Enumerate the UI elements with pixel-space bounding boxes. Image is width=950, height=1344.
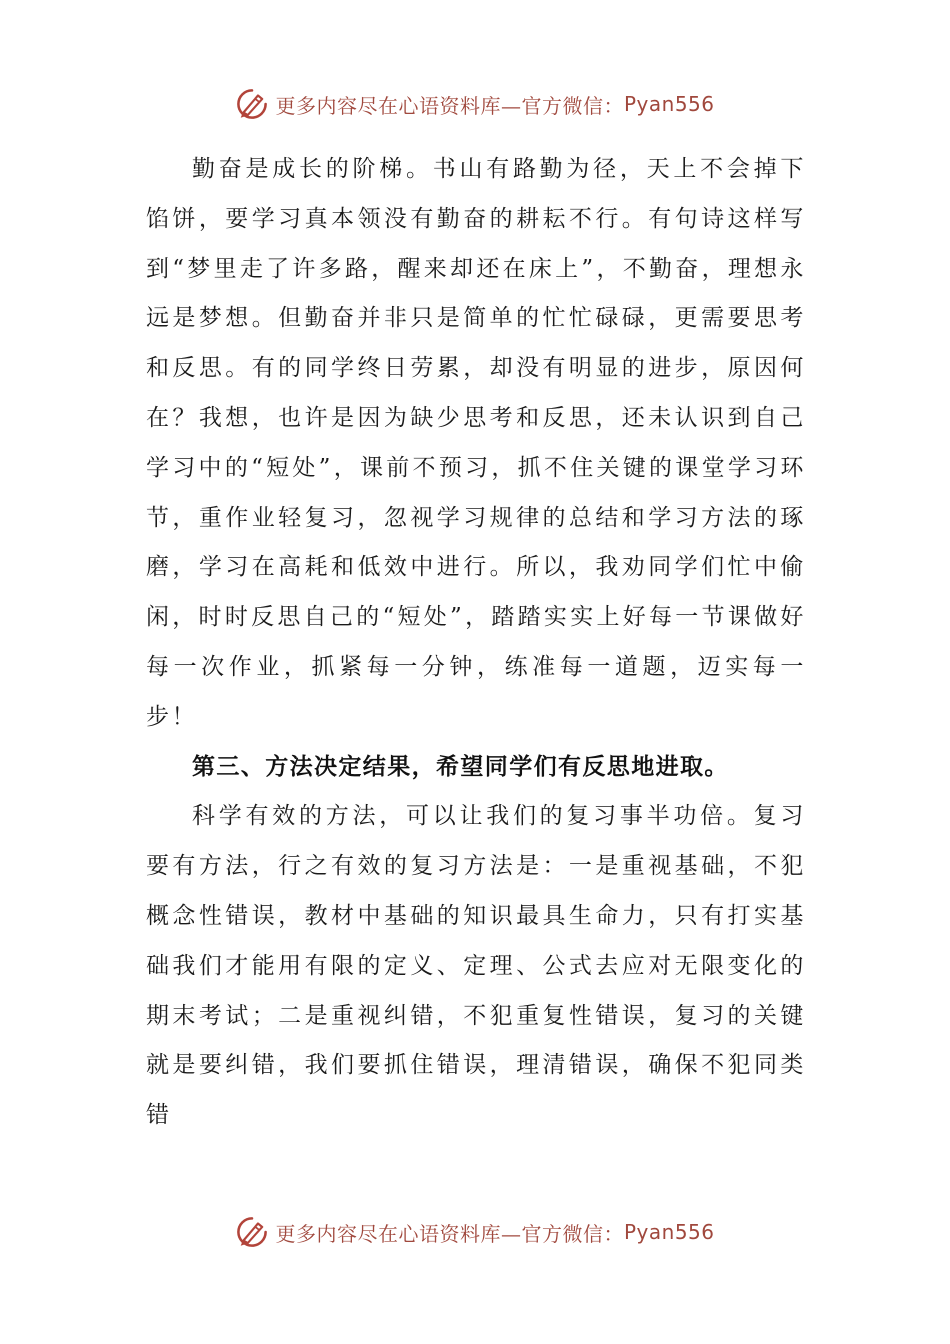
footer-banner bbox=[0, 1212, 950, 1252]
banner-wechat-id: Pyan556 bbox=[623, 1220, 715, 1244]
quill-pen-logo-icon bbox=[235, 1215, 269, 1249]
banner-text: 更多内容尽在心语资料库—官方微信： bbox=[275, 1221, 624, 1246]
banner-text: 更多内容尽在心语资料库—官方微信： bbox=[275, 93, 624, 118]
quill-pen-logo-icon bbox=[235, 87, 269, 121]
section-heading-third: 第三、方法决定结果，希望同学们有反思地进取。 bbox=[192, 753, 729, 780]
paragraph-diligence: 勤奋是成长的阶梯。书山有路勤为径，天上不会掉下馅饼，要学习真本领没有勤奋的耕耘不行。有句诗这样写到“梦里走了许多路，醒来却还在床上”，不勤奋，理想永远是梦想。但勤奋并非只是简单的忙忙碌碌，更需要思考和反思。有的同学终日劳累，却没有明显的进步，原因何在？我想，也许是因为缺少思考和反思，还未认识到自己学习中的“短处”，课前不预习，抓不住关键的课堂学习环节，重作业轻复习，忽视学习规律的总结和学习方法的琢磨，学习在高耗和低效中进行。所以，我劝同学们忙中偷闲，时时反思自己的“短处”，踏踏实实上好每一节课做好每一次作业，抓紧每一分钟，练准每一道题，迈实每一步！ bbox=[146, 156, 806, 730]
document-body bbox=[146, 145, 806, 1141]
banner-wechat-id: Pyan556 bbox=[623, 92, 715, 116]
header-banner bbox=[0, 84, 950, 124]
paragraph-methods: 科学有效的方法，可以让我们的复习事半功倍。复习要有方法，行之有效的复习方法是：一是重视基础，不犯概念性错误，教材中基础的知识最具生命力，只有打实基础我们才能用有限的定义、定理、公式去应对无限变化的期末考试；二是重视纠错，不犯重复性错误，复习的关键就是要纠错，我们要抓住错误，理清错误，确保不犯同类错 bbox=[146, 803, 806, 1129]
